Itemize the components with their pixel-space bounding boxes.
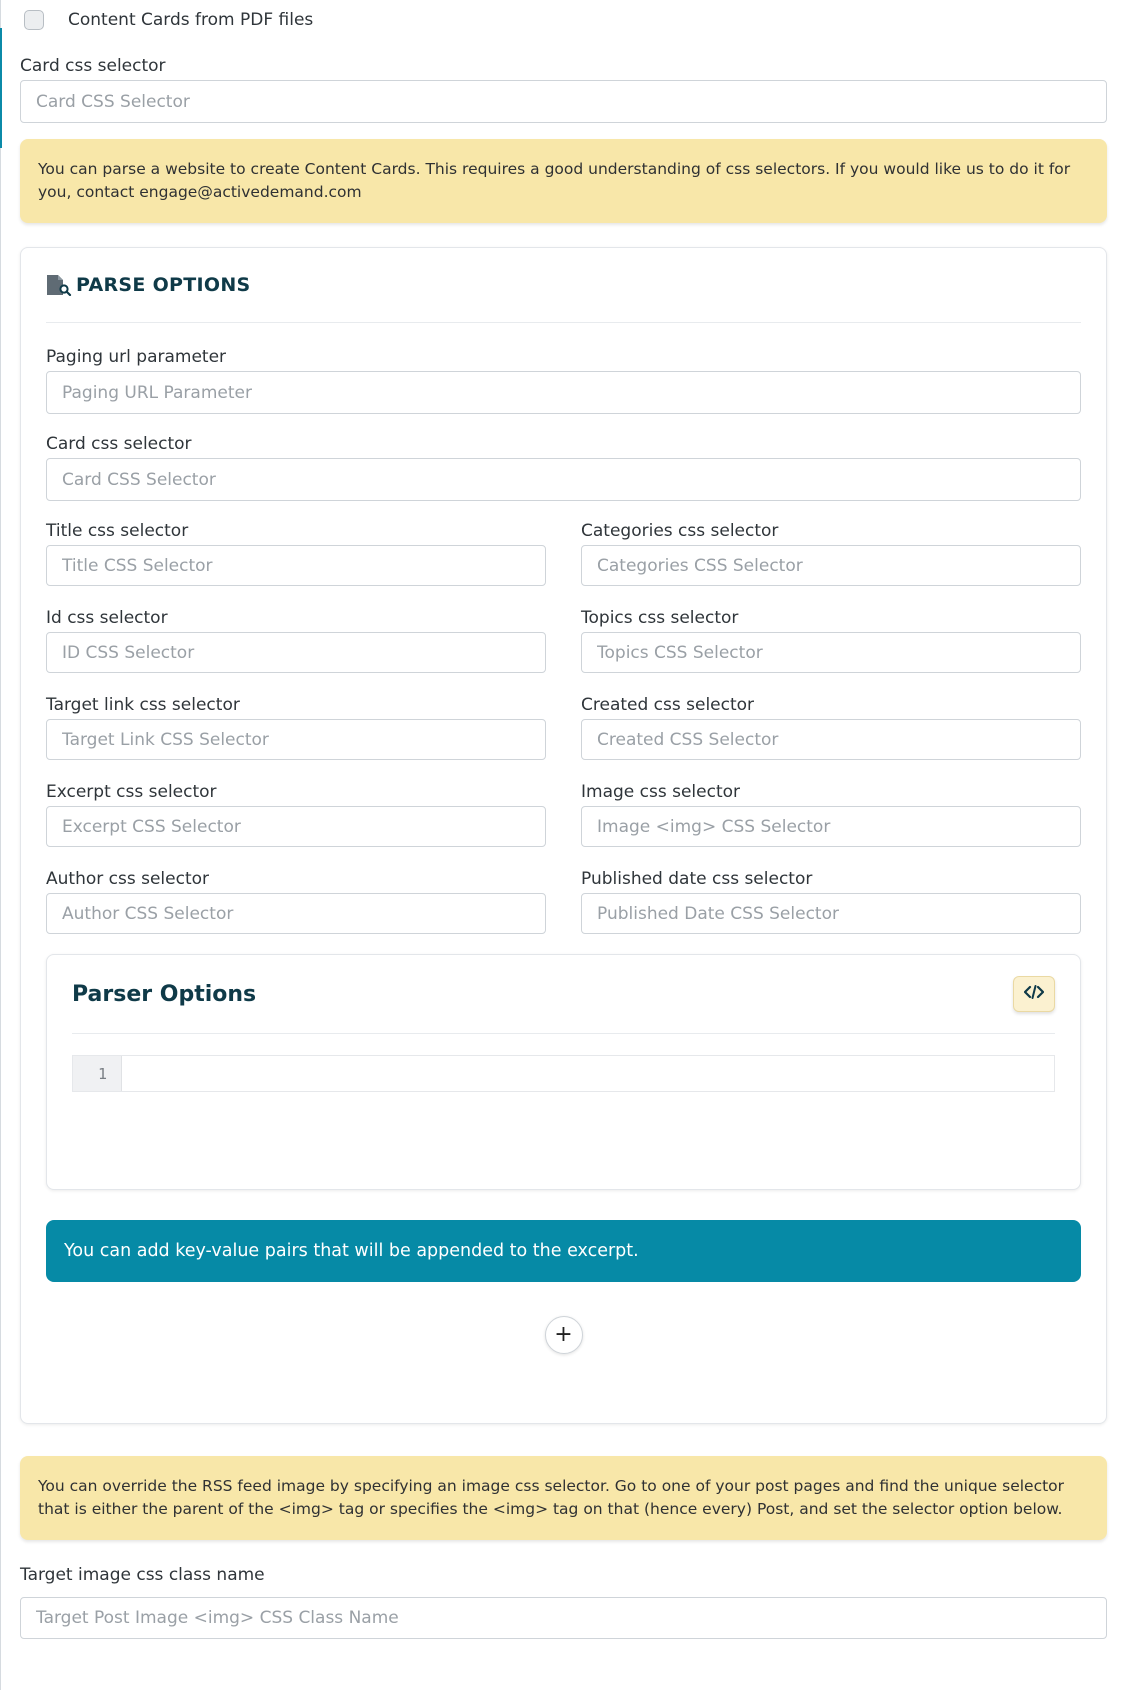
topics-selector-input[interactable] xyxy=(581,632,1081,673)
selector-column-right xyxy=(581,518,1081,934)
card-selector-input[interactable] xyxy=(46,458,1081,501)
parse-options-card xyxy=(20,247,1107,1424)
add-row-wrapper xyxy=(46,1316,1081,1354)
parse-options-title: PARSE OPTIONS xyxy=(76,274,251,296)
excerpt-selector-label: Excerpt css selector xyxy=(46,782,217,802)
code-icon xyxy=(1024,984,1044,1004)
target-image-group xyxy=(20,1562,1107,1639)
pdf-checkbox-label: Content Cards from PDF files xyxy=(68,10,314,30)
editor-line-number: 1 xyxy=(73,1056,122,1091)
key-value-info xyxy=(46,1220,1081,1282)
excerpt-selector-input[interactable] xyxy=(46,806,546,847)
image-selector-input[interactable] xyxy=(581,806,1081,847)
published-date-selector-group xyxy=(581,866,1081,934)
published-date-selector-input[interactable] xyxy=(581,893,1081,934)
parser-options-card xyxy=(46,954,1081,1190)
rss-image-notice-text: You can override the RSS feed image by specifying an image css selector. Go to one of your post pages and find the unique selector that is either the parent of the <img> tag or specifies the <img> tag on that (hence every) Post, and set the selector option below. xyxy=(38,1477,1065,1518)
author-selector-group xyxy=(46,866,546,934)
pdf-checkbox-row xyxy=(20,0,1107,40)
id-selector-group xyxy=(46,605,546,673)
card-selector-label: Card css selector xyxy=(46,434,192,454)
left-rail xyxy=(0,0,1,1690)
selector-column-left xyxy=(46,518,546,934)
add-key-value-button[interactable] xyxy=(545,1316,583,1354)
author-selector-input[interactable] xyxy=(46,893,546,934)
topics-selector-group xyxy=(581,605,1081,673)
parse-options-header xyxy=(46,248,1081,323)
top-card-selector-input[interactable] xyxy=(20,80,1107,123)
excerpt-selector-group xyxy=(46,779,546,847)
image-selector-label: Image css selector xyxy=(581,782,741,802)
target-image-input[interactable] xyxy=(20,1597,1107,1639)
paging-group xyxy=(46,344,1081,414)
categories-selector-group xyxy=(581,518,1081,586)
plus-icon: + xyxy=(554,1322,573,1347)
target-image-label: Target image css class name xyxy=(20,1565,265,1585)
document-search-icon xyxy=(46,274,72,296)
top-card-selector-group xyxy=(20,53,1107,123)
created-selector-label: Created css selector xyxy=(581,695,755,715)
form-wrapper xyxy=(20,0,1107,1639)
published-date-selector-label: Published date css selector xyxy=(581,869,813,889)
pdf-checkbox[interactable] xyxy=(24,10,44,30)
parser-options-header xyxy=(72,955,1055,1034)
code-view-button[interactable] xyxy=(1013,976,1055,1012)
title-selector-group xyxy=(46,518,546,586)
created-selector-group xyxy=(581,692,1081,760)
target-link-selector-input[interactable] xyxy=(46,719,546,760)
created-selector-input[interactable] xyxy=(581,719,1081,760)
target-link-selector-label: Target link css selector xyxy=(46,695,240,715)
rss-image-notice xyxy=(20,1456,1107,1540)
paging-input[interactable] xyxy=(46,371,1081,414)
target-link-selector-group xyxy=(46,692,546,760)
top-card-selector-label: Card css selector xyxy=(20,56,166,76)
categories-selector-input[interactable] xyxy=(581,545,1081,586)
topics-selector-label: Topics css selector xyxy=(581,608,739,628)
parse-notice-text: You can parse a website to create Content Cards. This requires a good understanding of css selectors. If you would like us to do it for you, contact engage@activedemand.com xyxy=(38,160,1071,201)
selector-grid xyxy=(46,518,1081,934)
parser-options-title: Parser Options xyxy=(72,981,257,1007)
left-rail-accent xyxy=(0,28,2,148)
author-selector-label: Author css selector xyxy=(46,869,210,889)
id-selector-input[interactable] xyxy=(46,632,546,673)
categories-selector-label: Categories css selector xyxy=(581,521,779,541)
key-value-info-text: You can add key-value pairs that will be appended to the excerpt. xyxy=(64,1241,639,1261)
editor-code-line[interactable] xyxy=(122,1056,1054,1091)
parse-notice xyxy=(20,139,1107,223)
title-selector-label: Title css selector xyxy=(46,521,189,541)
title-selector-input[interactable] xyxy=(46,545,546,586)
image-selector-group xyxy=(581,779,1081,847)
parser-options-editor[interactable] xyxy=(72,1055,1055,1092)
card-selector-group xyxy=(46,431,1081,501)
id-selector-label: Id css selector xyxy=(46,608,168,628)
paging-label: Paging url parameter xyxy=(46,347,227,367)
